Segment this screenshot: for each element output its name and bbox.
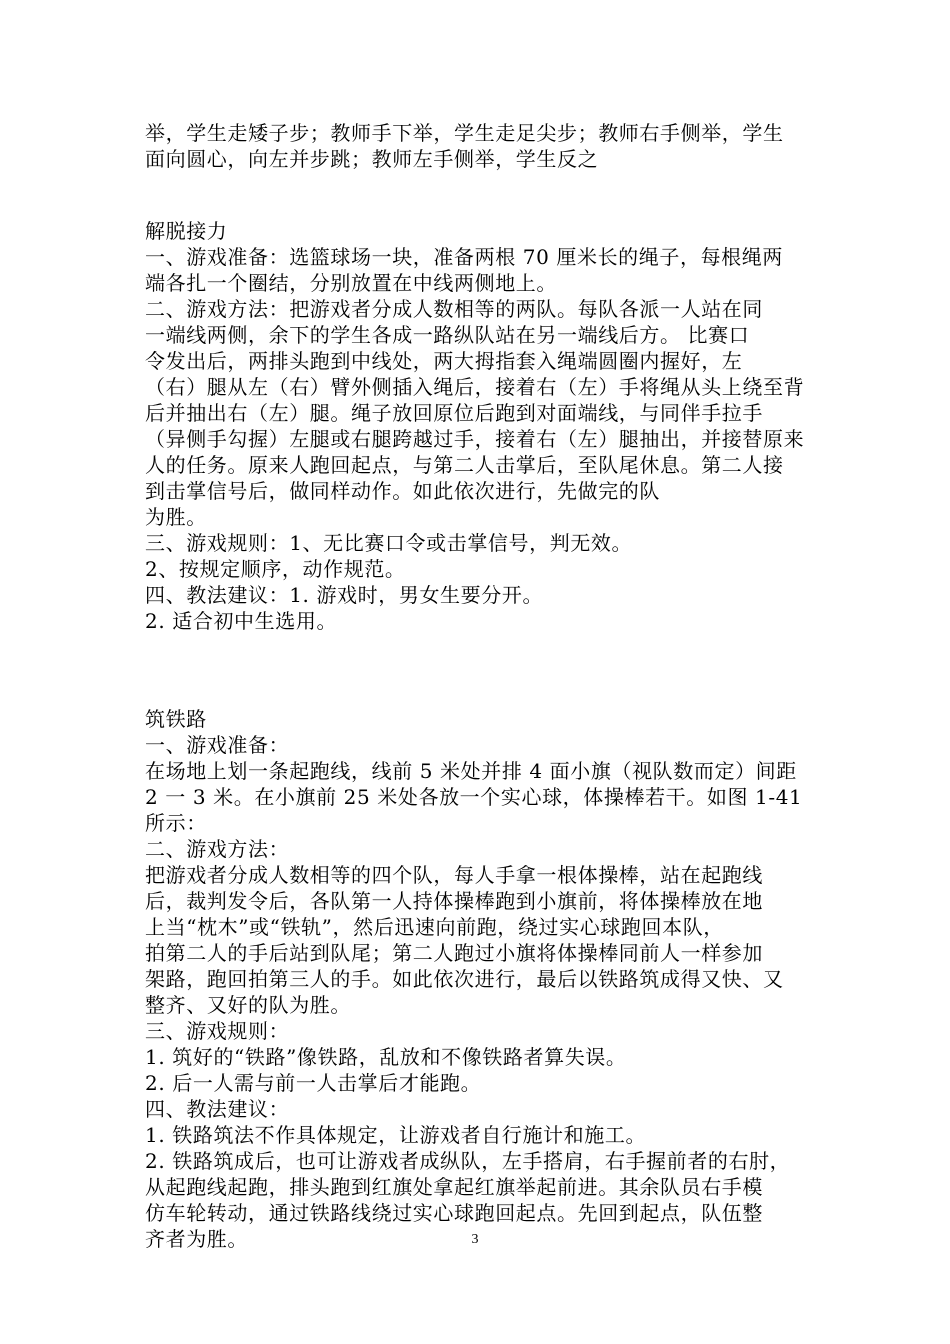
paragraph-line: （异侧手勾握）左腿或右腿跨越过手，接着右（左）腿抽出，并接替原来 <box>145 427 805 451</box>
paragraph-line: 一端线两侧，余下的学生各成一路纵队站在另一端线后方。 比赛口 <box>145 323 750 347</box>
page-number: 3 <box>471 1232 479 1247</box>
paragraph-line: 2. 后一人需与前一人击掌后才能跑。 <box>145 1071 482 1095</box>
paragraph-line: （右）腿从左（右）臂外侧插入绳后，接着右（左）手将绳从头上绕至背 <box>145 375 805 399</box>
paragraph-line: 2. 铁路筑成后，也可让游戏者成纵队，左手搭肩，右手握前者的右肘， <box>145 1149 791 1173</box>
paragraph-line: 上当“枕木”或“铁轨”，然后迅速向前跑，绕过实心球跑回本队， <box>145 915 724 939</box>
paragraph-line: 2. 适合初中生选用。 <box>145 609 338 633</box>
paragraph-line: 二、游戏方法： <box>145 837 290 861</box>
paragraph-line: 后，裁判发令后，各队第一人持体操棒跑到小旗前，将体操棒放在地 <box>145 889 763 913</box>
section-spacer <box>145 634 815 706</box>
paragraph-line: 二、游戏方法：把游戏者分成人数相等的两队。每队各派一人站在同 <box>145 297 763 321</box>
paragraph-line: 整齐、又好的队为胜。 <box>145 993 351 1017</box>
paragraph-line: 齐者为胜。 <box>145 1227 248 1251</box>
paragraph-line: 一、游戏准备：选篮球场一块，准备两根 70 厘米长的绳子，每根绳两 <box>145 245 783 269</box>
paragraph-line: 为胜。 <box>145 505 207 529</box>
paragraph-line: 从起跑线起跑，排头跑到红旗处拿起红旗举起前进。其余队员右手模 <box>145 1175 763 1199</box>
paragraph-line: 三、游戏规则：1、无比赛口令或击掌信号，判无效。 <box>145 531 633 555</box>
paragraph-line: 所示： <box>145 811 207 835</box>
paragraph-line: 拍第二人的手后站到队尾；第二人跑过小旗将体操棒同前人一样参加 <box>145 941 763 965</box>
paragraph-line: 后并抽出右（左）腿。绳子放回原位后跑到对面端线，与同伴手拉手 <box>145 401 763 425</box>
document-page <box>145 120 815 1252</box>
section-title-jietuo-jieli: 解脱接力 <box>145 219 228 243</box>
section-spacer <box>145 172 815 218</box>
paragraph-line: 三、游戏规则： <box>145 1019 290 1043</box>
paragraph-line: 令发出后，两排头跑到中线处，两大拇指套入绳端圆圈内握好，左 <box>145 349 743 373</box>
paragraph-line: 把游戏者分成人数相等的四个队，每人手拿一根体操棒，站在起跑线 <box>145 863 763 887</box>
section-title-zhu-tielu: 筑铁路 <box>145 707 207 731</box>
paragraph-line: 1. 筑好的“铁路”像铁路，乱放和不像铁路者算失误。 <box>145 1045 627 1069</box>
paragraph-line: 在场地上划一条起跑线，线前 5 米处并排 4 面小旗（视队数而定）间距 <box>145 759 797 783</box>
paragraph-line: 面向圆心，向左并步跳；教师左手侧举，学生反之 <box>145 147 599 171</box>
paragraph-line: 2 一 3 米。在小旗前 25 米处各放一个实心球，体操棒若干。如图 1-41 <box>145 785 803 809</box>
paragraph-line: 到击掌信号后，做同样动作。如此依次进行，先做完的队 <box>145 479 660 503</box>
paragraph-line: 举，学生走矮子步；教师手下举，学生走足尖步；教师右手侧举，学生 <box>145 121 784 145</box>
paragraph-line: 人的任务。原来人跑回起点，与第二人击掌后，至队尾休息。第二人接 <box>145 453 784 477</box>
paragraph-line: 四、教法建议：1. 游戏时，男女生要分开。 <box>145 583 544 607</box>
paragraph-line: 2、按规定顺序，动作规范。 <box>145 557 406 581</box>
paragraph-line: 一、游戏准备： <box>145 733 290 757</box>
paragraph-line: 仿车轮转动，通过铁路线绕过实心球跑回起点。先回到起点，队伍整 <box>145 1201 763 1225</box>
paragraph-line: 端各扎一个圈结，分别放置在中线两侧地上。 <box>145 271 557 295</box>
paragraph-line: 架路，跑回拍第三人的手。如此依次进行，最后以铁路筑成得又快、又 <box>145 967 784 991</box>
paragraph-line: 四、教法建议： <box>145 1097 290 1121</box>
paragraph-line: 1. 铁路筑法不作具体规定，让游戏者自行施计和施工。 <box>145 1123 647 1147</box>
